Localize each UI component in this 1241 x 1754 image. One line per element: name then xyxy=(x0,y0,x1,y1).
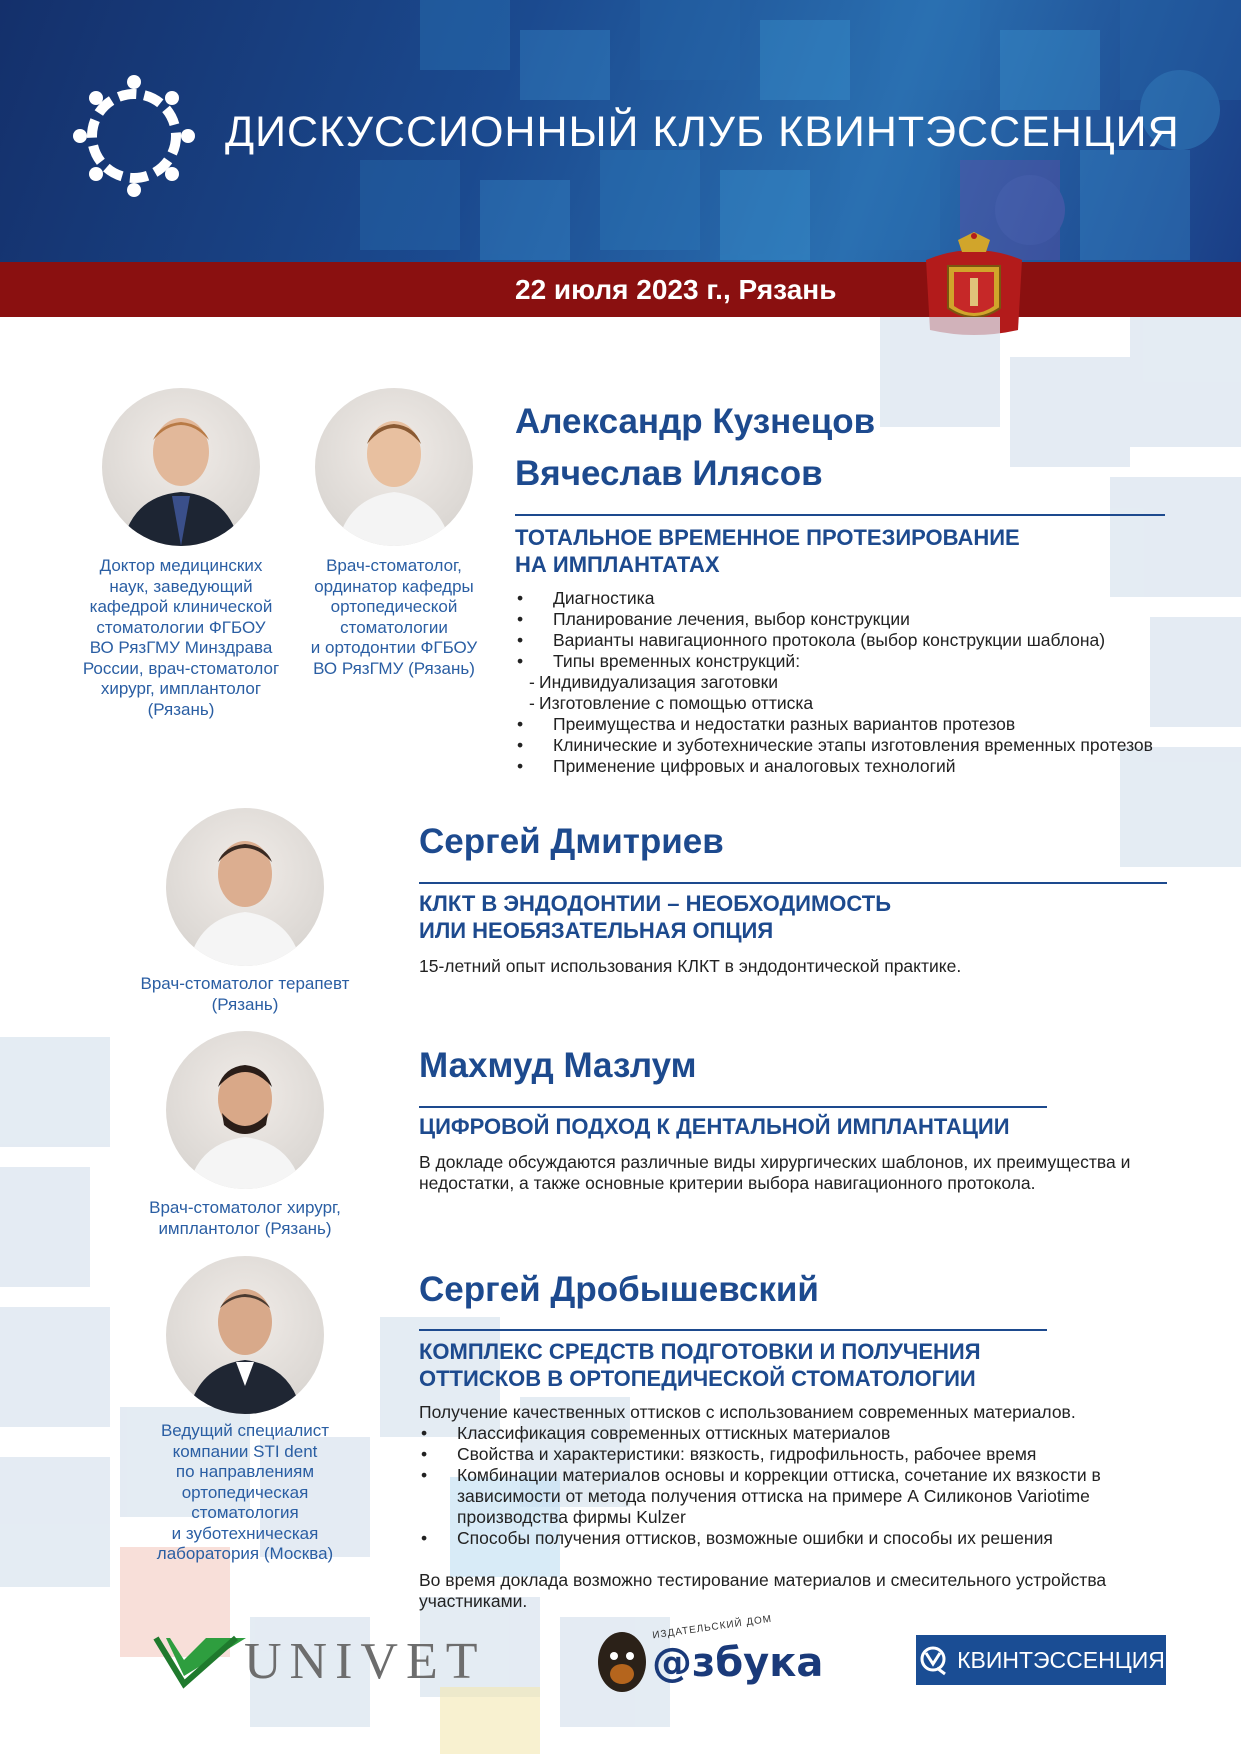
list-item: • Варианты навигационного протокола (выбор конструкции шаблона) xyxy=(515,630,1165,651)
header-banner xyxy=(0,0,1241,262)
topic-4: КОМПЛЕКС СРЕДСТВ ПОДГОТОВКИ И ПОЛУЧЕНИЯ ОТТИСКОВ В ОРТОПЕДИЧЕСКОЙ СТОМАТОЛОГИИ xyxy=(419,1339,981,1391)
list-item: • Применение цифровых и аналоговых технологий xyxy=(515,756,1165,777)
speaker-name-drobyshevsky: Сергей Дробышевский xyxy=(419,1270,819,1309)
topic-1: ТОТАЛЬНОЕ ВРЕМЕННОЕ ПРОТЕЗИРОВАНИЕ НА ИМПЛАНТАТАХ xyxy=(515,525,1020,577)
azbuka-text: @збука xyxy=(652,1640,824,1686)
list-item: • Клинические и зуботехнические этапы изготовления временных протезов xyxy=(515,735,1165,756)
azbuka-logo xyxy=(588,1612,828,1704)
azbuka-subtitle: ИЗДАТЕЛЬСКИЙ ДОМ xyxy=(651,1613,773,1642)
univet-text: UNIVET xyxy=(244,1633,486,1690)
quintessence-text: КВИНТЭССЕНЦИЯ xyxy=(957,1646,1165,1673)
speaker-photo-mazlum xyxy=(166,1031,324,1189)
speaker-name-dmitriev: Сергей Дмитриев xyxy=(419,822,724,861)
list-item: • Классификация современных оттискных материалов xyxy=(419,1423,1167,1444)
person-icon xyxy=(166,1256,324,1414)
person-icon xyxy=(315,388,473,546)
quintessence-q-icon xyxy=(917,1644,949,1676)
caption-drobyshevsky: Ведущий специалист компании STI dent по направлениям ортопедическая стоматология и зуботехническая лаборатория (Москва) xyxy=(156,1421,334,1563)
speaker-photo-drobyshevsky xyxy=(166,1256,324,1414)
speaker-name-kuznetsov: Александр Кузнецов xyxy=(515,402,876,441)
topic-4-body xyxy=(419,1402,1167,1612)
divider-4 xyxy=(419,1329,1047,1331)
caption-mazlum: Врач-стоматолог хирург, имплантолог (Рязань) xyxy=(149,1198,341,1238)
club-logo-icon xyxy=(72,74,196,198)
speaker-name-mazlum: Махмуд Мазлум xyxy=(419,1046,697,1085)
topic-1-list xyxy=(515,588,1165,777)
list-item: • Диагностика xyxy=(515,588,1165,609)
quintessence-logo xyxy=(916,1635,1166,1685)
divider-1 xyxy=(515,514,1165,516)
list-item: • Типы временных конструкций: xyxy=(515,651,1165,672)
list-item: • Свойства и характеристики: вязкость, гидрофильность, рабочее время xyxy=(419,1444,1167,1465)
caption-dmitriev: Врач-стоматолог терапевт (Рязань) xyxy=(140,974,350,1014)
topic-2: КЛКТ В ЭНДОДОНТИИ – НЕОБХОДИМОСТЬ ИЛИ НЕОБЯЗАТЕЛЬНАЯ ОПЦИЯ xyxy=(419,891,892,943)
speaker-photo-ilyasov xyxy=(315,388,473,546)
list-subitem: - Индивидуализация заготовки xyxy=(515,672,1165,693)
event-date: 22 июля 2023 г., Рязань xyxy=(515,274,837,305)
person-icon xyxy=(166,1031,324,1189)
caption-kuznetsov: Доктор медицинских наук, заведующий кафедрой клинической стоматологии ФГБОУ ВО РязГМУ Минздрава России, врач-стоматолог хирург, имплантолог (Рязань) xyxy=(82,556,280,719)
topic-2-text: 15-летний опыт использования КЛКТ в эндодонтической практике. xyxy=(419,956,962,976)
club-title: ДИСКУССИОННЫЙ КЛУБ КВИНТЭССЕНЦИЯ xyxy=(225,108,1180,156)
topic-3-text: В докладе обсуждаются различные виды хирургических шаблонов, их преимущества и недостатки, а также основные критерии выбора навигационного протокола. xyxy=(419,1152,1131,1193)
person-icon xyxy=(166,808,324,966)
list-item: • Преимущества и недостатки разных вариантов протезов xyxy=(515,714,1165,735)
list-item: • Комбинации материалов основы и коррекции оттиска, сочетание их вязкости в зависимости от метода получения оттиска на примере А Силиконов Variotime производства фирмы Kulzer xyxy=(419,1465,1167,1528)
speaker-photo-kuznetsov xyxy=(102,388,260,546)
topic-3: ЦИФРОВОЙ ПОДХОД К ДЕНТАЛЬНОЙ ИМПЛАНТАЦИИ xyxy=(419,1114,1010,1139)
speaker-name-ilyasov: Вячеслав Илясов xyxy=(515,454,823,493)
divider-2 xyxy=(419,882,1167,884)
divider-3 xyxy=(419,1106,1047,1108)
dog-icon xyxy=(588,1622,658,1702)
univet-logo xyxy=(96,1630,491,1690)
caption-ilyasov: Врач-стоматолог, ординатор кафедры ортопедической стоматологии и ортодонтии ФГБОУ ВО РязГМУ (Рязань) xyxy=(310,556,478,678)
list-item: • Планирование лечения, выбор конструкции xyxy=(515,609,1165,630)
person-icon xyxy=(102,388,260,546)
list-item: • Способы получения оттисков, возможные ошибки и способы их решения xyxy=(419,1528,1167,1549)
topic-4-outro: Во время доклада возможно тестирование материалов и смесительного устройства участниками. xyxy=(419,1570,1107,1611)
list-subitem: - Изготовление с помощью оттиска xyxy=(515,693,1165,714)
topic-4-intro: Получение качественных оттисков с использованием современных материалов. xyxy=(419,1402,1076,1422)
speaker-photo-dmitriev xyxy=(166,808,324,966)
